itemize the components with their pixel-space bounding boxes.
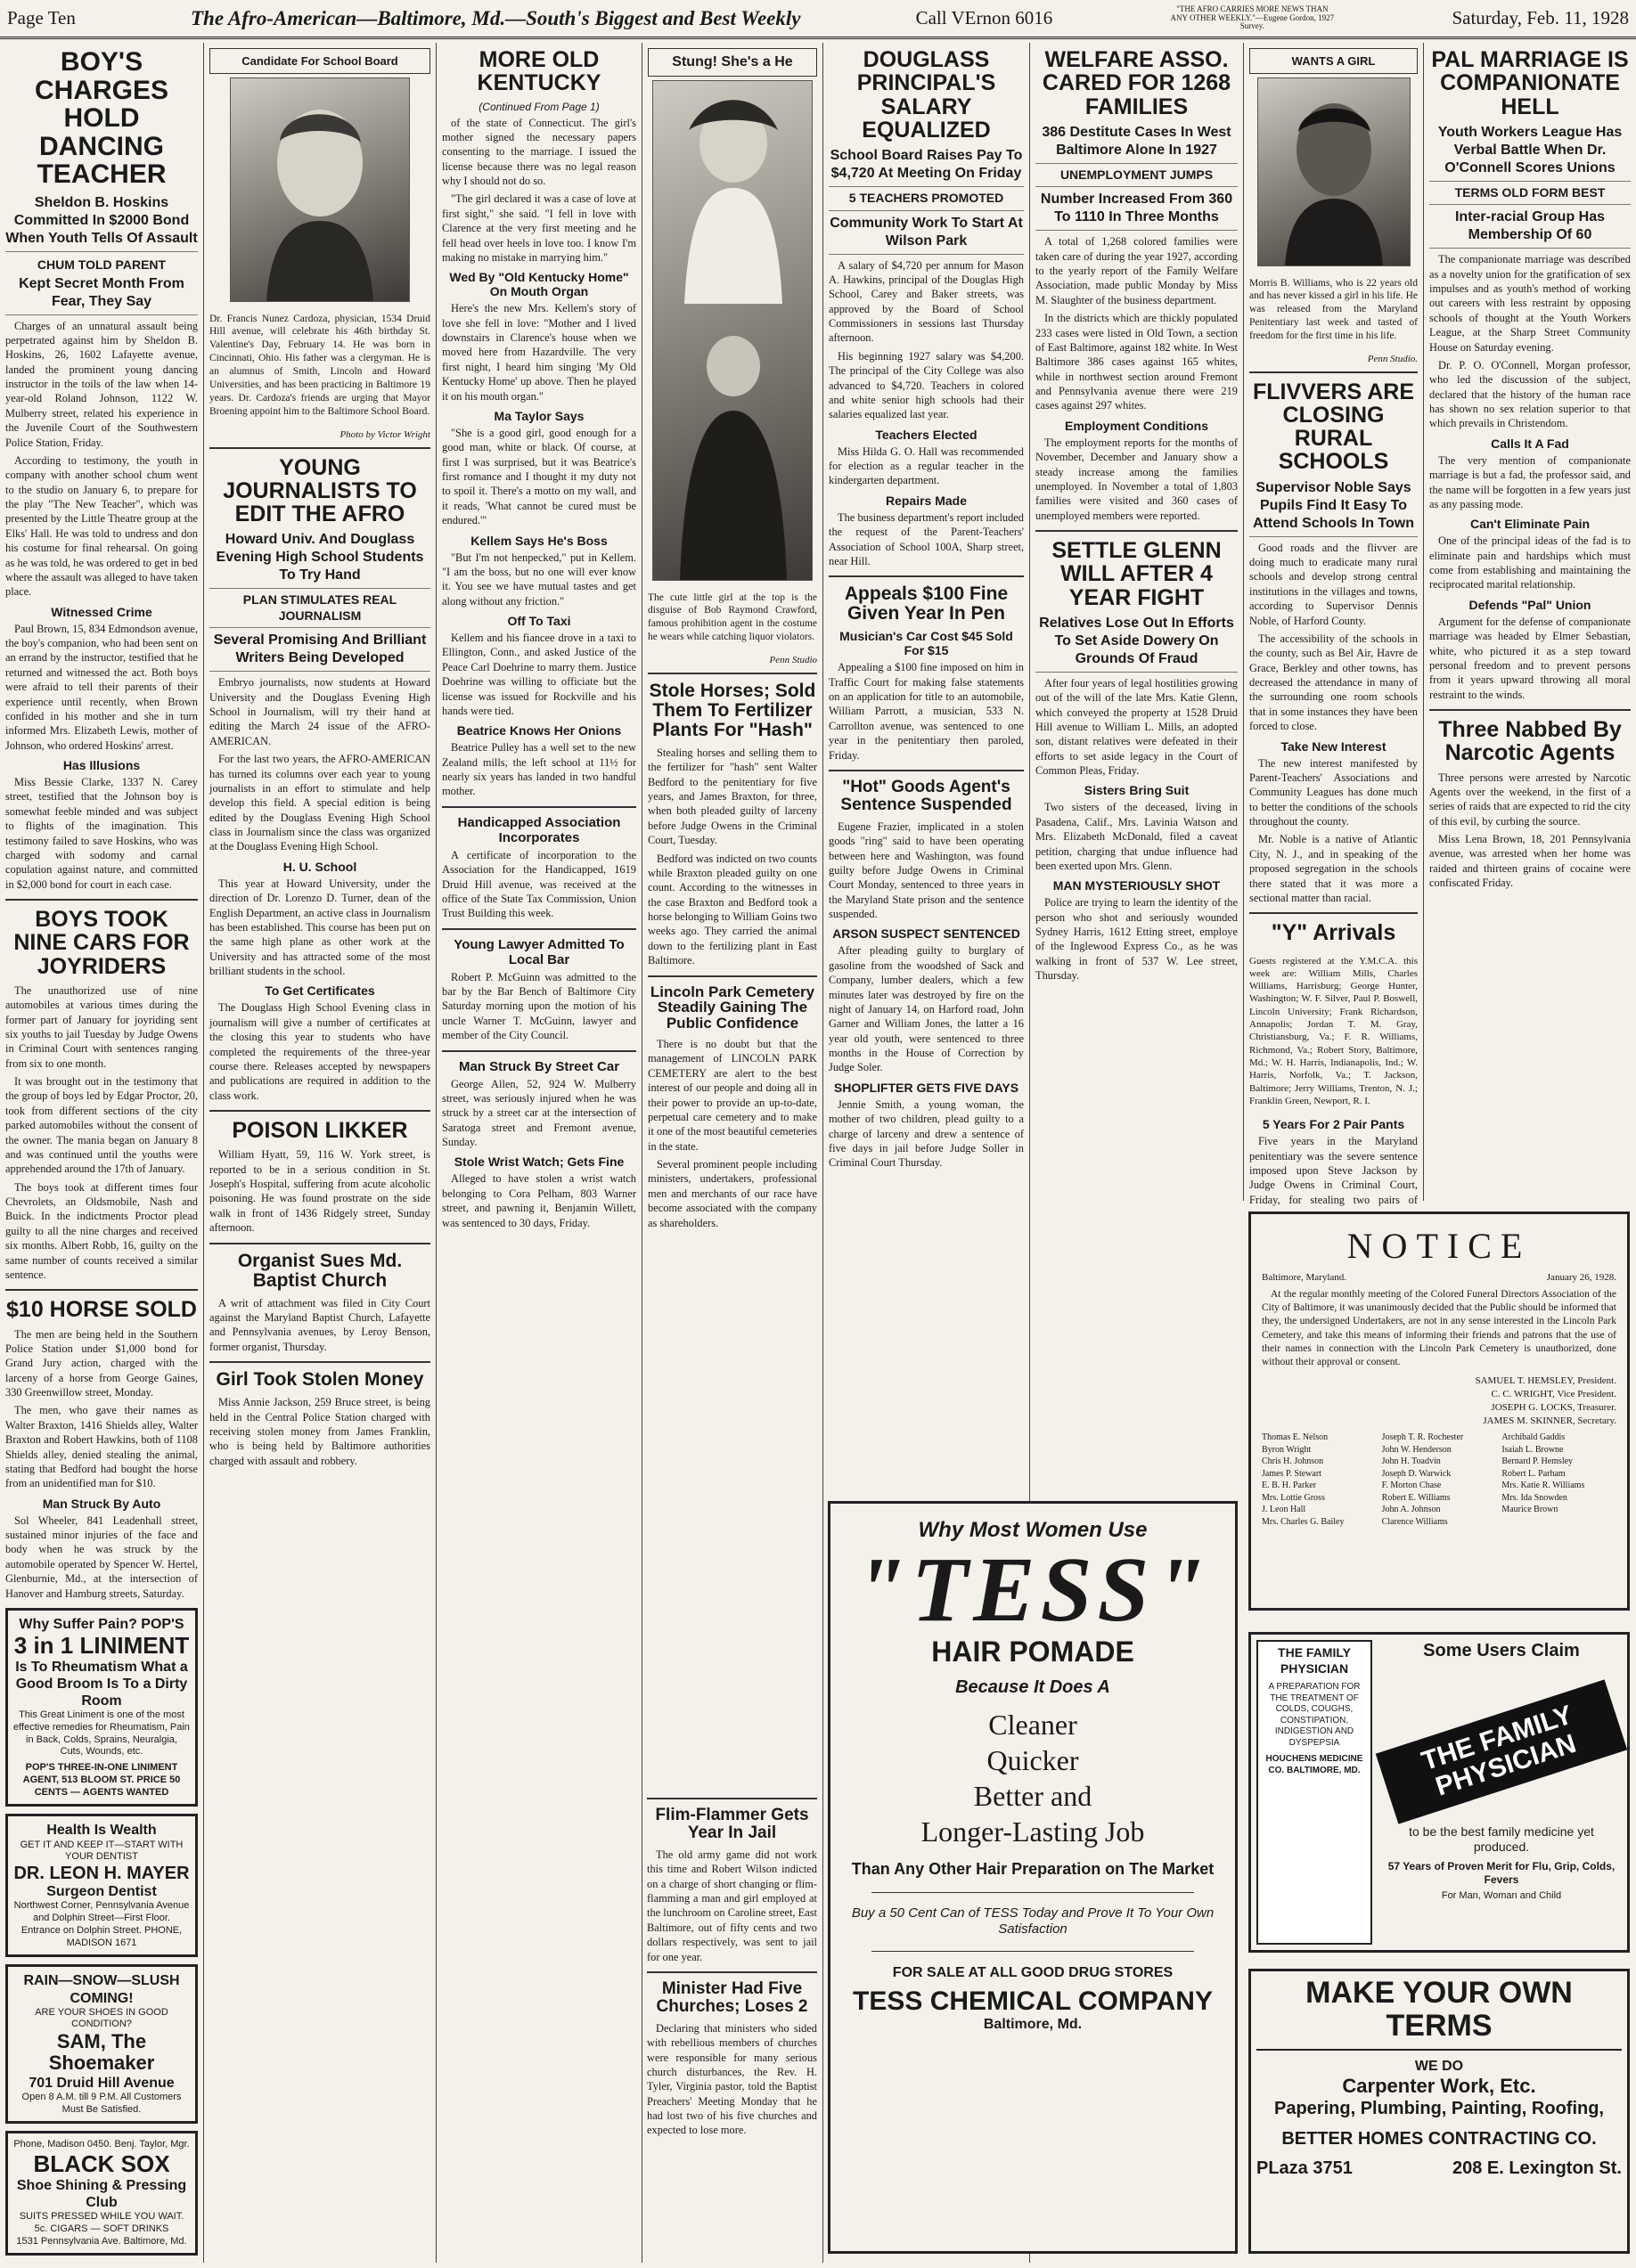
headline-minister: Minister Had Five Churches; Loses 2 bbox=[656, 1978, 808, 2016]
notice-officer: SAMUEL T. HEMSLEY, President. bbox=[1475, 1375, 1616, 1387]
article-text: Bedford was indicted on two counts while Braxton pleaded guilty on one count. According to the witnesses in the case Braxton and Bedford took a horse belonging to William Goins two weeks ago. They carried the animal down to the fertilizing plant in East Baltimore. bbox=[648, 852, 817, 967]
subhead: Defends "Pal" Union bbox=[1468, 597, 1591, 612]
notice-signatory: Clarence Williams bbox=[1381, 1516, 1448, 1527]
subhead: To Get Certificates bbox=[265, 983, 375, 999]
subhead: Take New Interest bbox=[1280, 738, 1387, 754]
subhead: Has Illusions bbox=[62, 758, 141, 772]
ad-line: Is To Rheumatism What a Good Broom Is To a Dirty Room bbox=[15, 1659, 188, 1709]
ad-foot: POP'S THREE-IN-ONE LINIMENT AGENT, 513 BLOOM ST. PRICE 50 CENTS — AGENTS WANTED bbox=[22, 1762, 181, 1798]
ad-pops-liniment bbox=[5, 1608, 198, 1807]
article-text: A writ of attachment was filed in City Court against the Maryland Baptist Church, Lafayette and Pennsylvania avenues, by Leroy Benson, former organist, Thursday. bbox=[209, 1296, 430, 1353]
article-text: Several prominent people including ministers, undertakers, professional men and merchants of our race have become associated with the company as shareholders. bbox=[648, 1158, 817, 1229]
subhead-chum: CHUM TOLD PARENT bbox=[37, 257, 167, 272]
subhead: Calls It A Fad bbox=[1491, 436, 1569, 451]
divider bbox=[829, 770, 1024, 771]
article-text: The unauthorized use of nine automobiles at various times during the former part of January for joyriding sent six youths to jail Tuesday by Judge Owens in Criminal Court with sentences ranging from six to one month. bbox=[5, 983, 198, 1070]
subhead: Repairs Made bbox=[885, 493, 968, 508]
article-text: "The girl declared it was a case of love at first sight," she said. "I fell in love with Clarence at the very first meeting and he fell head over heels in love too. I know I'm making no mistake in marrying him." bbox=[442, 192, 636, 264]
deck: Supervisor Noble Says Pupils Find It Easy To Attend Schools In Town bbox=[1249, 479, 1418, 537]
headline-glenn-will: SETTLE GLENN WILL AFTER 4 YEAR FIGHT bbox=[1051, 538, 1222, 610]
article-text: Embryo journalists, now students at Howard University and the Douglass Evening High School in Journalism, will try their hand at editing the March 24 issue of the AFRO-AMERICAN. bbox=[209, 676, 430, 747]
article-text: The men are being held in the Southern Police Station under $1,000 bond for Grand Jury action, charged with the larceny of a horse from George Gaines, 330 Greenwillow street, Monday. bbox=[5, 1327, 198, 1399]
portrait-photo bbox=[1257, 78, 1411, 266]
headline-narcotic: Three Nabbed By Narcotic Agents bbox=[1438, 717, 1622, 766]
article-text: Paul Brown, 15, 834 Edmondson avenue, the boy's companion, who had been sent on an errand by the instructor, testified that he returned and witnessed the act. Both boys were afraid to tell their parents of their experience until recently, when Brown confided in his mother and she in turn informed Mrs. Elizabeth Lewis, mother of Johnson, who ordered Hoskins' arrest. bbox=[5, 622, 198, 752]
subhead: Musician's Car Cost $45 Sold For $15 bbox=[839, 629, 1013, 658]
divider bbox=[647, 1798, 817, 1799]
divider bbox=[442, 806, 636, 808]
ad-benefit-item: Longer-Lasting Job bbox=[920, 1815, 1145, 1848]
ad-line: Papering, Plumbing, Painting, Roofing, bbox=[1274, 2099, 1604, 2119]
divider bbox=[5, 899, 198, 901]
headline-lincoln-park: Lincoln Park Cemetery Steadily Gaining The Public Confidence bbox=[650, 983, 815, 1032]
subhead: ARSON SUSPECT SENTENCED bbox=[832, 926, 1020, 942]
deck: TERMS OLD FORM BEST bbox=[1429, 185, 1631, 206]
article-text: The business department's report included the request of the Parent-Teachers' Association of School 100A, Sharp street, near Hill. bbox=[829, 510, 1024, 567]
ad-benefit-item: Quicker bbox=[986, 1743, 1079, 1776]
notice-signatory: Bernard P. Hemsley bbox=[1501, 1456, 1574, 1467]
deck: Youth Workers League Has Verbal Battle When Dr. O'Connell Scores Unions bbox=[1429, 124, 1631, 182]
box-line: A PREPARATION FOR THE TREATMENT OF COLDS, COUGHS, CONSTIPATION, INDIGESTION AND DYSPEPSIA bbox=[1268, 1682, 1361, 1748]
notice-date: January 26, 1928. bbox=[1546, 1272, 1616, 1283]
deck: UNEMPLOYMENT JUMPS bbox=[1035, 167, 1238, 188]
notice-signatory: Mrs. Lottie Gross bbox=[1262, 1492, 1325, 1503]
notice-signatory: Mrs. Katie R. Williams bbox=[1501, 1481, 1585, 1491]
ad-line: Carpenter Work, Etc. bbox=[1342, 2074, 1536, 2097]
deck: Howard Univ. And Douglass Evening High School Students To Try Hand bbox=[209, 531, 430, 589]
article-text: Miss Bessie Clarke, 1337 N. Carey street, testified that the Johnson boy is somewhat feeble minded and was subject to flights of the imagination. This testimony failed to save Hoskins, who was charged with sodomy and carnal copulation against nature, and committed in $2,000 bond for court in each case. bbox=[5, 776, 198, 891]
notice-title: NOTICE bbox=[1346, 1226, 1532, 1266]
article-text: The accessibility of the schools in the county, such as Bel Air, Havre de Grace, Berkley and other towns, has decreased the attendance in many of the surrounding one room schools that in some instances they have been forced to close. bbox=[1249, 632, 1418, 733]
divider bbox=[209, 1110, 430, 1112]
ad-phone: PLaza 3751 bbox=[1256, 2158, 1353, 2179]
column-3 bbox=[436, 43, 642, 2263]
ad-company: TESS CHEMICAL COMPANY bbox=[853, 1987, 1213, 2017]
notice-signatory: Isaiah L. Browne bbox=[1501, 1444, 1564, 1455]
disguise-photo bbox=[652, 80, 813, 581]
column-7 bbox=[1243, 43, 1423, 1206]
article-text: For the last two years, the AFRO-AMERICAN has turned its columns over each year to young journalists in an effort to stimulate and help develop this field. A special edition is being edited by the Douglass Evening High School class in Journalism since the class was organized at the Douglass Evening High School. bbox=[209, 753, 430, 853]
ad-line: FOR SALE AT ALL GOOD DRUG STORES bbox=[892, 1965, 1174, 1981]
deck: 386 Destitute Cases In West Baltimore Alone In 1927 bbox=[1035, 124, 1238, 164]
ad-title: "TESS" bbox=[854, 1538, 1212, 1641]
ad-line: 57 Years of Proven Merit for Flu, Grip, Colds, Fevers bbox=[1387, 1859, 1616, 1886]
article-text: Beatrice Pulley has a well set to the new Zealand mills, the left school at 11½ for nearly six years has landed in two handful mother. bbox=[442, 741, 636, 798]
ad-family-physician bbox=[1248, 1632, 1630, 1953]
paper-title: The Afro-American—Baltimore, Md.—South's Biggest and Best Weekly bbox=[190, 6, 801, 29]
subhead: Ma Taylor Says bbox=[494, 408, 585, 423]
article-text: Dr. P. O. O'Connell, Morgan professor, who led the discussion of the subject, declared that the history of the human race has shown no sex relation superior to that which prevails in Christendom. bbox=[1429, 358, 1631, 430]
subhead: Teachers Elected bbox=[875, 427, 978, 442]
headline-boys-charges: BOY'S CHARGES HOLD DANCING TEACHER bbox=[34, 47, 168, 189]
ad-line: WE DO bbox=[1414, 2058, 1464, 2074]
article-text: A salary of $4,720 per annum for Mason A. Hawkins, principal of the Douglas High School, Carey and Baker streets, was approved by the Board of School Commissioners in sessions last Thursday afternoon. bbox=[829, 258, 1024, 345]
portrait-photo bbox=[230, 78, 410, 302]
article-text: "She is a good girl, good enough for a good man, white or black. Of course, at first I was surprised, but it was Beatrice's first romance and I thought it my duty not to spoil it. There's a motto on my wall, and it reads, 'What cannot be cured must be endured.'" bbox=[442, 426, 636, 527]
subhead: Stole Wrist Watch; Gets Fine bbox=[454, 1154, 625, 1170]
divider bbox=[209, 447, 430, 449]
article-text: The new interest manifested by Parent-Teachers' Associations and Community Leagues has done much to better the conditions of the schools throughout the county. bbox=[1249, 756, 1418, 828]
ad-name: SAM, The Shoemaker bbox=[48, 2030, 155, 2075]
article-text: The very mention of companionate marriage is but a fad, the professor said, and the name will be forgotten in a few years just as any passing mode. bbox=[1429, 453, 1631, 510]
box-title: THE FAMILY PHYSICIAN bbox=[1278, 1645, 1351, 1676]
ad-address: 1531 Pennsylvania Ave. Baltimore, Md. bbox=[16, 2235, 187, 2247]
notice-signatory: Chris H. Johnson bbox=[1262, 1456, 1324, 1467]
article-text: This year at Howard University, under the direction of Dr. Lorenzo D. Turner, dean of the English Department, an active class in Journalism has been established. This course has been put on the same high plane as other work at the University and has attracted some of the most brilliant students in the school. bbox=[209, 877, 430, 977]
photo-caption: The cute little girl at the top is the disguise of Bob Raymond Crawford, famous prohibition agent in the costume he wears while catching liquor violators. bbox=[648, 591, 817, 643]
subhead: Wed By "Old Kentucky Home" On Mouth Organ bbox=[449, 270, 629, 299]
ad-benefit-item: Cleaner bbox=[988, 1708, 1077, 1741]
notice-signatory: John W. Henderson bbox=[1381, 1444, 1452, 1455]
subhead: Off To Taxi bbox=[507, 614, 571, 628]
deck: PLAN STIMULATES REAL JOURNALISM bbox=[209, 592, 430, 628]
headline-street-car: Man Struck By Street Car bbox=[458, 1058, 620, 1074]
notice-signatory: Robert E. Williams bbox=[1381, 1492, 1451, 1503]
article-text: Argument for the defense of companionate marriage was headed by Elmer Sebastian, white, who pictured it as a step toward personal freedom and to prevent persons from it years upward throwing all moral restraint to the winds. bbox=[1429, 615, 1631, 701]
subhead: Kellem Says He's Boss bbox=[470, 533, 608, 548]
headline-young-lawyer: Young Lawyer Admitted To Local Bar bbox=[454, 936, 625, 967]
ad-better-homes bbox=[1248, 1969, 1630, 2254]
subhead: Handicapped Association Incorporates bbox=[457, 814, 621, 845]
ad-head: RAIN—SNOW—SLUSH COMING! bbox=[23, 1973, 180, 2006]
ad-line: Than Any Other Hair Preparation on The Market bbox=[851, 1859, 1215, 1878]
ad-line: HAIR POMADE bbox=[931, 1635, 1134, 1668]
headline-old-kentucky: MORE OLD KENTUCKY bbox=[477, 47, 601, 96]
subhead: H. U. School bbox=[282, 859, 357, 874]
ad-line: Because It Does A bbox=[955, 1677, 1110, 1697]
article-text: Mr. Noble is a native of Atlantic City, N. J., and in speaking of the proposed segregation in the schools there stated that it was more a sectional matter than racial. bbox=[1249, 833, 1418, 904]
page-number: Page Ten bbox=[7, 7, 76, 29]
notice-signatory: Joseph D. Warwick bbox=[1381, 1468, 1452, 1479]
headline-flim-flammer: Flim-Flammer Gets Year In Jail bbox=[655, 1806, 809, 1842]
article-text: Three persons were arrested by Narcotic Agents over the weekend, in the first of a series of raids that are expected to rid the city of this evil, by curbing the source. bbox=[1429, 771, 1631, 828]
article-text: It was brought out in the testimony that the group of boys led by Edgar Proctor, 20, took from different sections of the city parked automobiles without the consent of the owner. The mania began on January 8 and was continued until the youths were apprehended around the 17th of January. bbox=[5, 1075, 198, 1176]
subhead: Can't Eliminate Pain bbox=[1469, 517, 1591, 532]
notice-signatory: E. B. H. Parker bbox=[1262, 1481, 1317, 1491]
article-text: A total of 1,268 colored families were taken care of during the year 1927, according to the yearly report of the Family Welfare Association, made public Monday by Miss M. Slaughter of the business department. bbox=[1035, 235, 1238, 306]
divider bbox=[1249, 371, 1418, 373]
subhead: Witnessed Crime bbox=[51, 604, 152, 619]
ad-line: For Man, Woman and Child bbox=[1441, 1889, 1562, 1901]
notice-signatory: John A. Johnson bbox=[1381, 1505, 1441, 1515]
divider bbox=[1035, 530, 1238, 532]
article-text: Police are trying to learn the identity of the person who shot and seriously wounded Sydney Harris, 1612 Etting street, employe of the Inglewood Express Co., as he was walking in front of 537 W. Lee street, Thursday. bbox=[1035, 896, 1238, 983]
divider bbox=[209, 1243, 430, 1244]
photo-title: Candidate For School Board bbox=[209, 48, 430, 74]
article-text: Declaring that ministers who sided with rebellious members of churches were responsible for many serious church disturbances, the Rev. H. Tyler, Virginia pastor, told the Baptist Preachers' Meeting Monday that he had lost two of his five churches and expected to lose more. bbox=[647, 2021, 817, 2137]
divider bbox=[442, 1050, 636, 1052]
ad-line: to be the best family medicine yet produced. bbox=[1409, 1824, 1594, 1854]
notice-signatory: Archibald Gaddis bbox=[1501, 1432, 1566, 1443]
notice-signatory: F. Morton Chase bbox=[1381, 1481, 1442, 1491]
notice-officer: JOSEPH G. LOCKS, Treasurer. bbox=[1491, 1401, 1616, 1413]
ad-shoemaker bbox=[5, 1964, 198, 2124]
divider bbox=[442, 928, 636, 930]
headline-organist: Organist Sues Md. Baptist Church bbox=[237, 1250, 403, 1291]
article-text: of the state of Connecticut. The girl's mother signed the necessary papers consenting to the marriage. I issued the license because there was no legal reason why I should not do so. bbox=[442, 116, 636, 187]
notice-signatory: Mrs. Charles G. Bailey bbox=[1262, 1516, 1345, 1527]
photo-title: Stung! She's a He bbox=[648, 48, 817, 77]
subhead: Man Struck By Auto bbox=[42, 1496, 161, 1511]
ad-banner: THE FAMILY PHYSICIAN bbox=[1376, 1679, 1627, 1823]
column-2 bbox=[203, 43, 436, 2263]
headline-flivvers: FLIVVERS ARE CLOSING RURAL SCHOOLS bbox=[1252, 379, 1415, 475]
divider bbox=[647, 1971, 817, 1973]
deck: Several Promising And Brilliant Writers Being Developed bbox=[209, 632, 430, 672]
divider bbox=[209, 1361, 430, 1363]
headline-y-arrivals: "Y" Arrivals bbox=[1271, 920, 1396, 946]
article-text: After four years of legal hostilities growing out of the will of the late Mrs. Katie Glenn, which conveyed the property at 1528 Druid Hill avenue to William L. Mills, an adopted son, distant relatives were defeated in their efforts to set aside legacy in the Court of Common Pleas, Friday. bbox=[1035, 676, 1238, 777]
ad-black-sox bbox=[5, 2131, 198, 2256]
article-text: Sol Wheeler, 841 Leadenhall street, sustained minor injuries of the face and body when he was struck by the automobile operated by Spencer W. Hertel, Glenburnie, Md., at the intersection of Hanover and Hamburg streets, Saturday. bbox=[5, 1513, 198, 1600]
article-text: Jennie Smith, a young woman, the mother of two children, plead guilty to a charge of larceny and drew a sentence of five days in jail before Judge Soller in Criminal Court Thursday. bbox=[829, 1097, 1024, 1170]
divider bbox=[829, 575, 1024, 577]
divider bbox=[648, 975, 817, 977]
divider bbox=[648, 673, 817, 674]
notice-signatory: Byron Wright bbox=[1262, 1444, 1312, 1455]
article-text: Stealing horses and selling them to the fertilizer for "hash" sent Walter Bedford to the penitentiary for five years, and James Braxton, for three, when both pleaded guilty of larceny before Judge Owens in the Criminal Court, Tuesday. bbox=[648, 746, 817, 847]
ad-head: Health Is Wealth bbox=[46, 1823, 157, 1839]
notice-signatory: John H. Toadvin bbox=[1381, 1456, 1441, 1467]
photo-caption: Dr. Francis Nunez Cardoza, physician, 1534 Druid Hill avenue, will celebrate his 46th birthday St. Valentine's Day, February 14. He was born in Cincinnati, Ohio. His father was a clergyman. He is an alumnus of Smith, Lincoln and Howard Universities, and has been practicing in Baltimore 19 years. Dr. Cardoza's friends are urging that Mayor Broening appoint him to the Baltimore School Board. bbox=[209, 313, 430, 418]
ad-address: Northwest Corner, Pennsylvania Avenue and Dolphin Street—First Floor. Entrance on Dolphin Street. PHONE, MADISON 1671 bbox=[13, 1900, 190, 1948]
photo-credit: Penn Studio. bbox=[1367, 353, 1418, 364]
photo-title: WANTS A GIRL bbox=[1249, 48, 1418, 74]
deck: Community Work To Start At Wilson Park bbox=[829, 215, 1024, 255]
ad-line: Why Most Women Use bbox=[918, 1518, 1148, 1542]
article-text: Alleged to have stolen a wrist watch belonging to Cora Pelham, 803 Warner street, and pawning it, Benjamin Willett, was sentenced to 30 days, Friday. bbox=[442, 1172, 636, 1229]
article-text: George Allen, 52, 924 W. Mulberry street, was seriously injured when he was struck by a street car at the intersection of Saratoga street and Fremont avenue, Sunday. bbox=[442, 1077, 636, 1148]
ad-address: 701 Druid Hill Avenue bbox=[29, 2075, 175, 2091]
deck: Inter-racial Group Has Membership Of 60 bbox=[1429, 208, 1631, 249]
issue-date: Saturday, Feb. 11, 1928 bbox=[1452, 7, 1629, 29]
ad-title: 3 in 1 LINIMENT bbox=[13, 1632, 190, 1660]
ad-small: SUITS PRESSED WHILE YOU WAIT. 5c. CIGARS — SOFT DRINKS bbox=[19, 2211, 184, 2234]
ad-small: This Great Liniment is one of the most effective remedies for Rheumatism, Pain in Back, Colds, Sprains, Neuralgia, Cuts, Wounds, etc. bbox=[13, 1709, 190, 1758]
notice-officer: JAMES M. SKINNER, Secretary. bbox=[1483, 1415, 1616, 1426]
box-maker: HOUCHENS MEDICINE CO. BALTIMORE, MD. bbox=[1265, 1754, 1363, 1775]
notice-officers bbox=[1262, 1375, 1616, 1427]
notice-text: At the regular monthly meeting of the Colored Funeral Directors Association of the City of Baltimore, it was unanimously decided that the Public should be informed that they, the undersigned Undertakers, are not in any sense interested in the Lincoln Park Cemetery, and take this means of informing their friends and patrons that the use of their names in connection with the Lincoln Park Cemetery is unauthorized, done without their approval or consent. bbox=[1262, 1289, 1616, 1367]
headline-horse-sold: $10 HORSE SOLD bbox=[6, 1297, 197, 1323]
ad-city: Baltimore, Md. bbox=[983, 2017, 1083, 2033]
subhead: MAN MYSTERIOUSLY SHOT bbox=[1052, 878, 1221, 893]
deck: 5 TEACHERS PROMOTED bbox=[829, 191, 1024, 211]
headline-pal-marriage: PAL MARRIAGE IS COMPANIONATE HELL bbox=[1431, 47, 1629, 119]
ad-line: ARE YOUR SHOES IN GOOD CONDITION? bbox=[35, 2006, 168, 2030]
ad-benefit-item: Better and bbox=[973, 1779, 1092, 1812]
portrait-silhouette-icon bbox=[1258, 78, 1410, 265]
article-text: The Douglass High School Evening class in journalism will give a number of certificates at the closing this year to students who have completed the requirements of the three-year course there. Releases accepted by newspapers and publications are required in addition to the class work. bbox=[209, 1001, 430, 1102]
ad-line: Shoe Shining & Pressing Club bbox=[16, 2177, 187, 2210]
ad-benefit-list bbox=[836, 1707, 1230, 1849]
photo-credit: Penn Studio bbox=[769, 654, 817, 665]
article-text: Miss Hilda G. O. Hall was recommended for election as a regular teacher in the kindergarten department. bbox=[829, 445, 1024, 487]
ad-title: MAKE YOUR OWN TERMS bbox=[1256, 1977, 1622, 2051]
article-text: The old army game did not work this time and Robert Wilson indicted on a charge of short changing or flim-flamming a man and girl employed at the lunchroom on Caroline street, East Baltimore, out of fifty cents and two dollars respectively, was sent to jail for one year. bbox=[647, 1848, 817, 1963]
article-text: A certificate of incorporation to the Association for the Handicapped, 1619 Druid Hill avenue, was received at the office of the State Tax Commission, Union Trust Building this week. bbox=[442, 848, 636, 920]
notice-signatory: Thomas E. Nelson bbox=[1262, 1432, 1329, 1443]
notice-box bbox=[1248, 1212, 1630, 1611]
article-text: Robert P. McGuinn was admitted to the bar by the Bar Bench of Baltimore City Saturday morning upon the motion of his uncle Warner T. McGuinn, lawyer and member of the City Council. bbox=[442, 970, 636, 1042]
notice-place: Baltimore, Maryland. bbox=[1262, 1272, 1347, 1283]
headline-joyriders: BOYS TOOK NINE CARS FOR JOYRIDERS bbox=[13, 907, 190, 979]
portrait-silhouette-icon bbox=[231, 78, 409, 301]
ad-tess-pomade bbox=[828, 1501, 1238, 2254]
divider bbox=[1429, 709, 1631, 711]
article-text: According to testimony, the youth in company with another school chum went to the studio on January 6, to prepare for the play "The New Teacher", which was presented by the Little Theatre group at the Elks' Hall. He was told to undress and don his costume for final rehearsal. On going as he was told, he was ordered to get in bed where the assault was alleged to have taken place. bbox=[5, 453, 198, 599]
ad-dentist bbox=[5, 1814, 198, 1957]
costume-figures-icon bbox=[653, 81, 812, 580]
subhead: SHOPLIFTER GETS FIVE DAYS bbox=[833, 1080, 1019, 1095]
ad-name: DR. LEON H. MAYER bbox=[13, 1864, 190, 1884]
article-text: Appealing a $100 fine imposed on him in Traffic Court for making false statements on an application for title to an automobile, William Parrott, a musician, 533 N. Carrollton avenue, was sentenced to one year in the penitentiary then paroled, Friday. bbox=[829, 661, 1024, 762]
masthead-slogan: "THE AFRO CARRIES MORE NEWS THAN ANY OTHER WEEKLY."—Eugene Gordon, 1927 Survey. bbox=[1170, 4, 1335, 31]
article-text: Eugene Frazier, implicated in a stolen goods "ring" said to have been operating between here and Washington, was found guilty before Judge Owens in Criminal Court Monday, sentenced to three years in the Maryland State prison and the sentence suspended. bbox=[829, 820, 1024, 921]
subhead: Beatrice Knows Her Onions bbox=[456, 723, 622, 738]
arrivals-list: Guests registered at the Y.M.C.A. this week are: William Mills, Charles Williams, Harrisburg; George Hunter, Washington; W. F. Silver, Paul P. Boswell, Lincoln University; Frank Richardson, Annapolis; Jordan T. M. Gray, Christiansburg, Va.; F. R. Williams, Richmond, Va.; Robert Story, Baltimore, Md.; W. H. Harris, Indianapolis, Ind.; W. Harris, Norfolk, Va.; T. Jackson, Baltimore; Jerry Williams, Trenton, N. J.; Franklin Green, Newport, R. I. bbox=[1249, 955, 1418, 1106]
column-8 bbox=[1423, 43, 1636, 1201]
photo-credit: Photo by Victor Wright bbox=[339, 428, 430, 440]
deck-hoskins: Sheldon B. Hoskins Committed In $2000 Bond When Youth Tells Of Assault bbox=[5, 194, 198, 252]
ad-line: Buy a 50 Cent Can of TESS Today and Prove It To Your Own Satisfaction bbox=[851, 1905, 1215, 1938]
article-text: His beginning 1927 salary was $4,200. The principal of the City College was also advanced to $4,720. Teachers in colored and white senior high schools had their salaries equalized last year. bbox=[829, 349, 1024, 421]
headline-stolen-money: Girl Took Stolen Money bbox=[216, 1369, 424, 1391]
headline-poison-likker: POISON LIKKER bbox=[232, 1118, 408, 1143]
deck-secret: Kept Secret Month From Fear, They Say bbox=[5, 275, 198, 315]
article-text: There is no doubt but that the management of LINCOLN PARK CEMETERY are alert to the best interest of our people and doing all in their power to provide an up-to-date, perpetual care cemetery and to make it one of the most beautiful cemeteries in the state. bbox=[648, 1038, 817, 1153]
divider bbox=[1249, 912, 1418, 914]
notice-signatory: J. Leon Hall bbox=[1262, 1505, 1306, 1515]
notice-signatories bbox=[1262, 1432, 1616, 1528]
article-text: The men, who gave their names as Walter Braxton, 1416 Shields alley, Walter Braxton and Robert Hawkins, both of 1108 Shields alley, denied stealing the animal, stating that Bedford had bought the horse from an unidentified man for $10. bbox=[5, 1404, 198, 1490]
article-text: Five years in the Maryland penitentiary was the severe sentence imposed upon Steve Jackson by Judge Owens in Criminal Court, Friday, for stealing two pairs of bbox=[1249, 1135, 1418, 1206]
notice-signatory: Joseph T. R. Rochester bbox=[1381, 1432, 1464, 1443]
notice-officer: C. C. WRIGHT, Vice President. bbox=[1491, 1388, 1616, 1399]
notice-signatory: James P. Stewart bbox=[1262, 1468, 1321, 1479]
notice-dateline bbox=[1262, 1272, 1616, 1283]
deck: Number Increased From 360 To 1110 In Three Months bbox=[1035, 191, 1238, 231]
column-4-lower bbox=[647, 1791, 817, 2254]
subhead: 5 Years For 2 Pair Pants bbox=[1262, 1117, 1405, 1132]
ad-foot: Open 8 A.M. till 9 P.M. All Customers Must Be Satisfied. bbox=[21, 2091, 182, 2115]
article-text: Miss Lena Brown, 18, 201 Pennsylvania avenue, was arrested when her home was raided and thirteen grains of cocaine were confiscated Friday. bbox=[1429, 833, 1631, 890]
article-text: The companionate marriage was described as a novelty union for the gratification of sex impulses and as youth's method of working out careers with less restraint by opposing schools of thought at the Youth Workers League, at the Sharp Street Community House on Saturday evening. bbox=[1429, 253, 1631, 354]
ad-head: Why Suffer Pain? POP'S bbox=[19, 1616, 184, 1632]
headline-young-journalists: YOUNG JOURNALISTS TO EDIT THE AFRO bbox=[223, 454, 417, 526]
ad-company: BETTER HOMES CONTRACTING CO. bbox=[1281, 2129, 1597, 2150]
photo-caption: Morris B. Williams, who is 22 years old and has never kissed a girl in his life. He was released from the Maryland Penitentiary last week and tasted of freedom for the first time in his life. bbox=[1249, 277, 1418, 342]
ad-address: 208 E. Lexington St. bbox=[1452, 2158, 1622, 2179]
article-text: "But I'm not henpecked," put in Kellem. "I am the boss, but no one will ever know it. You see we have mutual tastes and get along without any friction." bbox=[442, 551, 636, 608]
ad-head: Some Users Claim bbox=[1423, 1641, 1580, 1660]
article-text: Good roads and the flivver are doing much to eradicate many rural schools and develop strong central institutions in the villages and towns, according to Supervisor Dennis Noble, of Harford County. bbox=[1249, 541, 1418, 627]
masthead bbox=[0, 0, 1636, 39]
subhead: Sisters Bring Suit bbox=[1084, 783, 1190, 798]
notice-signatory: Robert L. Parham bbox=[1501, 1468, 1566, 1479]
deck: Relatives Lose Out In Efforts To Set Aside Dowery On Grounds Of Fraud bbox=[1035, 615, 1238, 673]
article-text: Two sisters of the deceased, living in Pasadena, Calif., Mrs. Lavinia Watson and Mrs. Elizabeth McDonald, filed a caveat petition, charging that undue influence had been exerted upon Mrs. Glenn. bbox=[1035, 801, 1238, 872]
subhead: Employment Conditions bbox=[1065, 418, 1208, 433]
article-text: The boys took at different times four Chevrolets, an Oldsmobile, Nash and Buick. In the indictments Proctor plead guilty to all the nine charges and received six months. Albert Robb, 16, guilty on the same number of counts received a similar sentence. bbox=[5, 1180, 198, 1281]
deck: School Board Raises Pay To $4,720 At Meeting On Friday bbox=[829, 147, 1024, 187]
ad-name: BLACK SOX bbox=[33, 2150, 170, 2178]
notice-signatory: Maurice Brown bbox=[1501, 1505, 1558, 1515]
article-text: William Hyatt, 59, 116 W. York street, is reported to be in a serious condition in St. Joseph's Hospital, suffering from acute alcoholic poisoning. He was found prostrate on the side walk in front of 1436 Ridgely street, Sunday afternoon. bbox=[209, 1148, 430, 1235]
article-text: Miss Annie Jackson, 259 Bruce street, is being held in the Central Police Station charged with receiving stolen money from James Franklin, who is being held by Baltimore authorities charged with assault and robbery. bbox=[209, 1396, 430, 1467]
headline-appeals-fine: Appeals $100 Fine Given Year In Pen bbox=[844, 583, 1009, 624]
article-text: Here's the new Mrs. Kellem's story of love she fell in love: "Mother and I lived downstairs in Clarence's house when we moved here from Hazardville. The very first night, I heard him singing 'My Old Kentucky Home' up above. Then he played it on his mouth organ." bbox=[442, 302, 636, 403]
headline-welfare: WELFARE ASSO. CARED FOR 1268 FAMILIES bbox=[1042, 47, 1231, 119]
article-text: Charges of an unnatural assault being perpetrated against him by Sheldon B. Hoskins, 26, 1602 Lafayette avenue, landed the prominent young dancing instructor in the toils of the law when 14-year-old Roland Johnson, 1122 W. Mulberry street, related his experience in the Juvenile Court of the Southwestern Police Station, Friday. bbox=[5, 319, 198, 449]
article-text: Kellem and his fiancee drove in a taxi to Ellington, Conn., and asked Justice of the Peace Carl Doehrine to marry them. Justice Doehrine was willing to officiate but the license was issued for Rockville and his hands were tied. bbox=[442, 632, 636, 717]
article-text: One of the principal ideas of the fad is to eliminate pain and hardships which must come from establishing and maintaining the reciprocated marital relationship. bbox=[1429, 534, 1631, 591]
notice-signatory: Mrs. Ida Snowden bbox=[1501, 1492, 1567, 1503]
headline-hot-goods: "Hot" Goods Agent's Sentence Suspended bbox=[840, 777, 1012, 814]
divider bbox=[5, 1289, 198, 1291]
article-text: After pleading guilty to burglary of gasoline from the woodshed of Sack and Company, lumber dealers, which a few minutes later was destroyed by fire on the night of January 14, on Harford road, John Garner and William Jones, the latter a 16 year old youth, were sentenced to three months in the House of Correction by Judge Soler. bbox=[829, 944, 1024, 1074]
headline-stole-horses: Stole Horses; Sold Them To Fertilizer Plants For "Hash" bbox=[649, 680, 816, 740]
phone-number: Call VErnon 6016 bbox=[915, 7, 1053, 29]
ad-title: Surgeon Dentist bbox=[46, 1884, 157, 1900]
article-text: In the districts which are thickly populated 233 cases were listed in Old Town, a section of East Baltimore, against 182 white. In West Baltimore 386 cases against 165 whites, while in northwest section around Fremont and Pennsylvania avenue there were 219 cases against 297 whites. bbox=[1035, 312, 1238, 412]
continued-note: (Continued From Page 1) bbox=[479, 100, 600, 113]
article-text: The employment reports for the months of November, December and January show a steady increase among the families unemployed. In November a total of 1,803 families were visited and 360 cases of unemployed members were reported. bbox=[1035, 436, 1238, 522]
column-1 bbox=[0, 43, 203, 2263]
medicine-box bbox=[1256, 1640, 1372, 1945]
headline-douglass-salary: DOUGLASS PRINCIPAL'S SALARY EQUALIZED bbox=[856, 47, 996, 143]
ad-line: GET IT AND KEEP IT—START WITH YOUR DENTIST bbox=[20, 1839, 184, 1863]
ad-phone: Phone, Madison 0450. Benj. Taylor, Mgr. bbox=[13, 2139, 190, 2150]
